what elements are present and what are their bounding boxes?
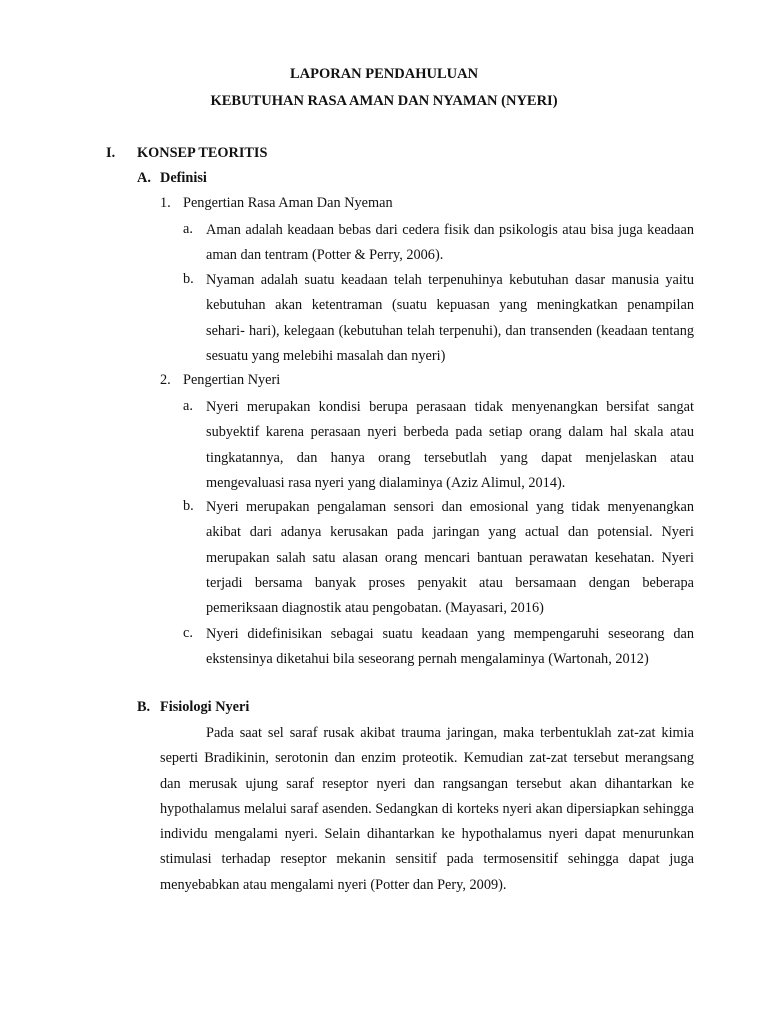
document-title: LAPORAN PENDAHULUAN: [289, 66, 479, 82]
subsection-letter: B.: [137, 699, 151, 715]
list-number: 1.: [160, 195, 171, 211]
list-item-text: Nyaman adalah suatu keadaan telah terpenuhinya kebutuhan dasar manusia yaitu kebutuhan akan ketentraman (suatu kepuasan yang meningkatkan penampilan sehari- hari), kelegaan (kebutuhan telah terpenuhi), dan transenden (keadaan tentang sesuatu yang melebihi masalah dan nyeri): [206, 272, 694, 364]
list-item-text: Nyeri merupakan pengalaman sensori dan emosional yang tidak menyenangkan akibat dari adanya kerusakan pada jaringan yang actual dan potensial. Nyeri merupakan salah satu alasan orang mencari bantuan perawatan kesehatan. Nyeri terjadi bersama banyak proses penyakit atau bersamaan dengan beberapa pemeriksaan diagnostik atau pengobatan. (Mayasari, 2016): [206, 499, 694, 617]
list-item-text: Aman adalah keadaan bebas dari cedera fisik dan psikologis atau bisa juga keadaan aman dan tentram (Potter & Perry, 2006).: [206, 222, 694, 264]
list-marker: a.: [183, 221, 193, 237]
list-item-text: Nyeri merupakan kondisi berupa perasaan tidak menyenangkan bersifat sangat subyektif karena perasaan nyeri berbeda pada setiap orang dalam hal skala atau tingkatannya, dan hanya orang tersebutlah yang dapat menjelaskan atau mengevaluasi rasa nyeri yang dialaminya (Aziz Alimul, 2014).: [206, 399, 694, 491]
list-marker: a.: [183, 398, 193, 414]
list-item-heading: Pengertian Rasa Aman Dan Nyeman: [183, 195, 393, 211]
list-marker: b.: [183, 271, 194, 287]
section-heading: KONSEP TEORITIS: [137, 145, 268, 161]
list-item-text: Nyeri didefinisikan sebagai suatu keadaan yang mempengaruhi seseorang dan ekstensinya diketahui bila seseorang pernah mengalaminya (Wartonah, 2012): [206, 626, 694, 668]
list-item-heading: Pengertian Nyeri: [183, 372, 281, 388]
list-marker: c.: [183, 625, 193, 641]
subsection-heading: Definisi: [160, 170, 207, 186]
subsection-heading: Fisiologi Nyeri: [160, 699, 250, 715]
body-paragraph: Pada saat sel saraf rusak akibat trauma jaringan, maka terbentuklah zat-zat kimia seperti Bradikinin, serotonin dan enzim proteotik. Kemudian zat-zat tersebut merangsang dan merusak ujung saraf reseptor nyeri dan rangsangan tersebut akan dihantarkan ke hypothalamus melalui saraf asenden. Sedangkan di korteks nyeri akan dipersiapkan sehingga individu mengalami nyeri. Selain dihantarkan ke hypothalamus nyeri dapat menurunkan stimulasi terhadap reseptor mekanin sensitif pada termosensitif sehingga dapat juga menyebabkan atau mengalami nyeri (Potter dan Pery, 2009).: [160, 725, 694, 893]
subsection-letter: A.: [137, 170, 151, 186]
list-marker: b.: [183, 498, 194, 514]
document-subtitle: KEBUTUHAN RASA AMAN DAN NYAMAN (NYERI): [210, 93, 558, 109]
section-number: I.: [106, 145, 116, 161]
list-number: 2.: [160, 372, 171, 388]
